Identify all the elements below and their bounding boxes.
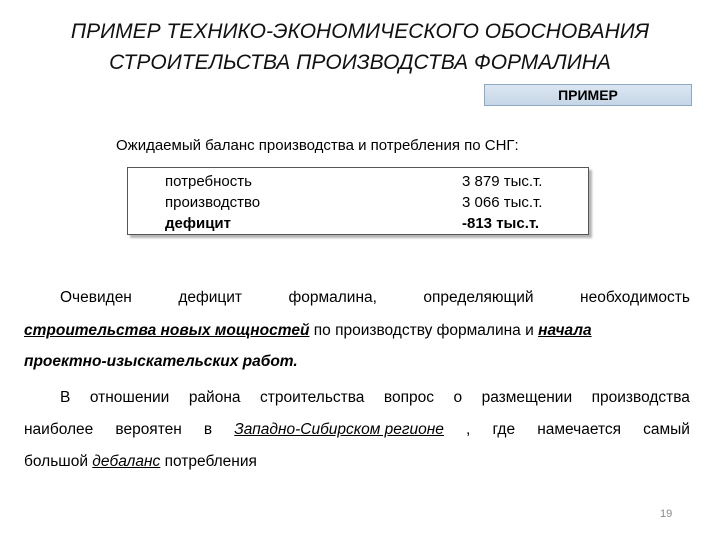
balance-row xyxy=(128,171,588,192)
plain-text: большой xyxy=(24,453,93,470)
balance-value: 3 066 тыс.т. xyxy=(462,194,543,211)
plain-text: по производству формалина и xyxy=(309,322,539,339)
word: отношении xyxy=(89,389,170,406)
word: вероятен xyxy=(115,421,182,438)
balance-label: производство xyxy=(165,194,261,211)
word: района xyxy=(188,389,241,406)
word: формалина, xyxy=(288,289,377,306)
balance-label: дефицит xyxy=(165,215,231,232)
balance-value: 3 879 тыс.т. xyxy=(462,173,543,190)
page-number: 19 xyxy=(660,508,673,520)
word: В xyxy=(60,389,71,406)
paragraph-line xyxy=(60,284,690,312)
underlined-term: дебаланс xyxy=(92,453,161,470)
balance-table xyxy=(127,167,589,235)
word: необходимость xyxy=(580,289,690,306)
word: намечается xyxy=(537,421,622,438)
word: производства xyxy=(591,389,690,406)
word: размещении xyxy=(481,389,573,406)
paragraph-line xyxy=(24,317,690,345)
emphasis-text: начала xyxy=(538,322,592,339)
word: , xyxy=(466,421,471,438)
word: самый xyxy=(643,421,690,438)
page-title xyxy=(0,16,720,78)
title-line-1: ПРИМЕР ТЕХНИКО-ЭКОНОМИЧЕСКОГО ОБОСНОВАНИЯ xyxy=(70,20,650,43)
balance-row xyxy=(128,192,588,213)
title-line-2: СТРОИТЕЛЬСТВА ПРОИЗВОДСТВА ФОРМАЛИНА xyxy=(109,51,611,74)
emphasis-text: проектно-изыскательских работ. xyxy=(24,353,298,370)
balance-row-deficit xyxy=(128,213,588,234)
balance-intro: Ожидаемый баланс производства и потребления по СНГ: xyxy=(116,137,519,154)
balance-label: потребность xyxy=(165,173,252,190)
paragraph-line xyxy=(24,448,690,476)
word: определяющий xyxy=(423,289,534,306)
word: Очевиден xyxy=(60,289,132,306)
word: где xyxy=(492,421,516,438)
emphasis-text: строительства новых мощностей xyxy=(24,322,310,339)
region-name: Западно-Сибирском регионе xyxy=(234,421,444,438)
paragraph-line xyxy=(24,348,690,376)
word: дефицит xyxy=(178,289,243,306)
word: наиболее xyxy=(24,421,94,438)
example-badge: ПРИМЕР xyxy=(484,84,692,106)
word: о xyxy=(453,389,463,406)
word: в xyxy=(203,421,213,438)
word: строительства xyxy=(260,389,365,406)
word: вопрос xyxy=(383,389,434,406)
paragraph-line xyxy=(24,416,690,444)
balance-value: -813 тыс.т. xyxy=(462,215,540,232)
paragraph-line xyxy=(60,384,690,412)
plain-text: потребления xyxy=(160,453,257,470)
